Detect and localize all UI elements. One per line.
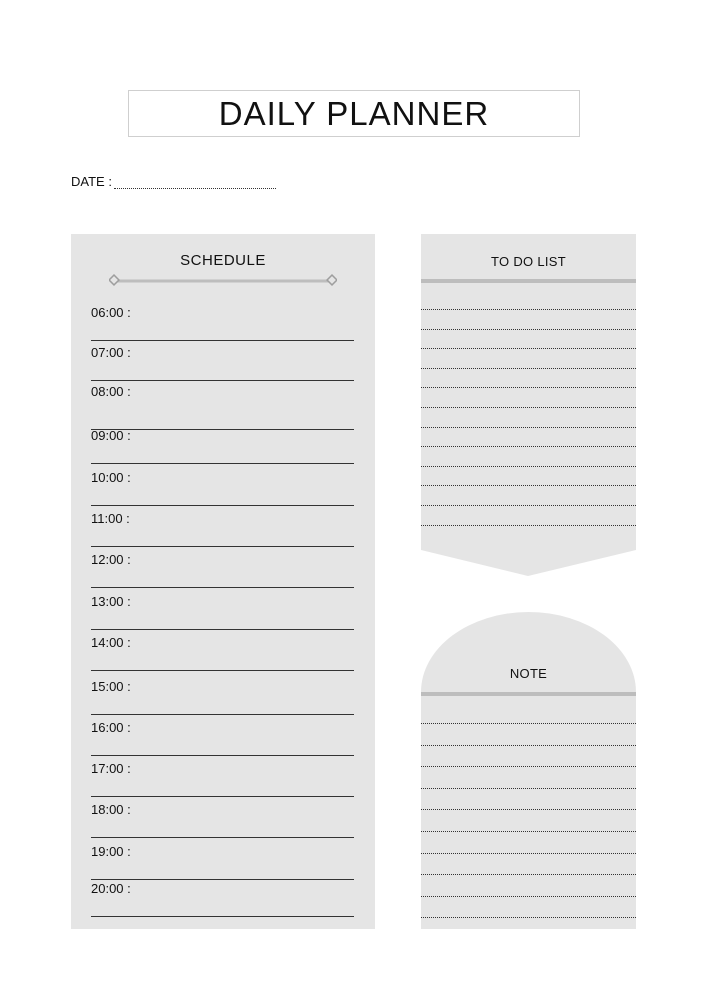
- schedule-time-label: 17:00 :: [91, 761, 131, 776]
- todo-line[interactable]: [421, 407, 636, 408]
- schedule-time-label: 13:00 :: [91, 594, 131, 609]
- schedule-time-label: 19:00 :: [91, 844, 131, 859]
- schedule-time-row[interactable]: [91, 879, 354, 917]
- todo-panel: [421, 234, 636, 576]
- schedule-time-label: 06:00 :: [91, 305, 131, 320]
- schedule-time-row[interactable]: [91, 670, 354, 715]
- schedule-time-label: 09:00 :: [91, 428, 131, 443]
- schedule-time-row[interactable]: [91, 837, 354, 880]
- schedule-time-row[interactable]: [91, 629, 354, 671]
- note-panel: [421, 612, 636, 929]
- title-box: [128, 90, 580, 137]
- todo-line[interactable]: [421, 309, 636, 310]
- date-field[interactable]: [114, 176, 276, 189]
- todo-line[interactable]: [421, 348, 636, 349]
- schedule-time-row[interactable]: [91, 505, 354, 547]
- schedule-time-label: 20:00 :: [91, 881, 131, 896]
- todo-line[interactable]: [421, 485, 636, 486]
- schedule-time-row[interactable]: [91, 463, 354, 506]
- schedule-time-label: 08:00 :: [91, 384, 131, 399]
- note-line[interactable]: [421, 896, 636, 897]
- note-line[interactable]: [421, 853, 636, 854]
- note-line[interactable]: [421, 917, 636, 918]
- note-line[interactable]: [421, 809, 636, 810]
- schedule-panel: [71, 234, 375, 929]
- note-background: [421, 612, 636, 929]
- schedule-time-row[interactable]: [91, 546, 354, 588]
- note-title: NOTE: [509, 666, 548, 681]
- todo-title: TO DO LIST: [491, 254, 566, 269]
- todo-line[interactable]: [421, 387, 636, 388]
- todo-line[interactable]: [421, 427, 636, 428]
- todo-line[interactable]: [421, 525, 636, 526]
- todo-line[interactable]: [421, 329, 636, 330]
- schedule-time-row[interactable]: [91, 429, 354, 464]
- schedule-time-row[interactable]: [91, 587, 354, 630]
- schedule-time-row[interactable]: [91, 380, 354, 430]
- page-title: DAILY PLANNER: [218, 94, 490, 132]
- todo-line[interactable]: [421, 446, 636, 447]
- date-row: [71, 174, 276, 189]
- schedule-divider-ornament: [109, 274, 337, 288]
- schedule-time-label: 14:00 :: [91, 635, 131, 650]
- note-line[interactable]: [421, 745, 636, 746]
- note-line[interactable]: [421, 788, 636, 789]
- note-line[interactable]: [421, 831, 636, 832]
- schedule-time-label: 07:00 :: [91, 345, 131, 360]
- note-line[interactable]: [421, 766, 636, 767]
- note-line[interactable]: [421, 723, 636, 724]
- schedule-time-label: 16:00 :: [91, 720, 131, 735]
- schedule-time-row[interactable]: [91, 755, 354, 797]
- schedule-time-row[interactable]: [91, 714, 354, 756]
- schedule-time-label: 18:00 :: [91, 802, 131, 817]
- schedule-time-label: 15:00 :: [91, 679, 131, 694]
- schedule-time-row[interactable]: [91, 796, 354, 838]
- schedule-time-label: 10:00 :: [91, 470, 131, 485]
- schedule-time-label: 12:00 :: [91, 552, 131, 567]
- schedule-time-row[interactable]: [91, 340, 354, 381]
- todo-line[interactable]: [421, 466, 636, 467]
- schedule-title: SCHEDULE: [180, 252, 266, 269]
- todo-line[interactable]: [421, 505, 636, 506]
- schedule-time-label: 11:00 :: [91, 511, 130, 526]
- schedule-time-row[interactable]: [91, 304, 354, 341]
- todo-line[interactable]: [421, 368, 636, 369]
- date-label: DATE :: [71, 174, 112, 189]
- note-line[interactable]: [421, 874, 636, 875]
